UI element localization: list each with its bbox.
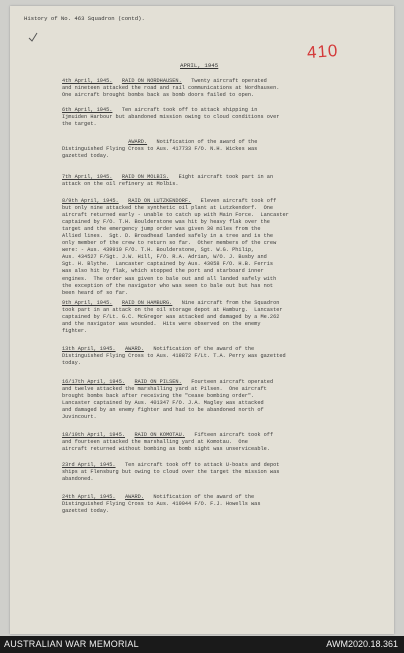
entry-text: the target. xyxy=(62,121,97,128)
tick-mark-icon xyxy=(28,32,38,42)
entry-9th-april xyxy=(62,300,392,335)
entry-date: 13th April, 1945. xyxy=(62,346,116,352)
entry-text: but only nine attacked the synthetic oil plant at Lutzkendorf. One xyxy=(62,205,274,212)
entry-date: 6th April, 1945. xyxy=(62,107,113,113)
entry-text: engines. The order was given to bale out and all landed safely with xyxy=(62,275,277,282)
entry-text: Notification of the award of the xyxy=(153,346,255,352)
entry-text: Aus. 434527 F/Sgt. J.W. Hill, F/O. R.A. Adrian, W/O. J. Busby and xyxy=(62,254,267,261)
entry-text: gazetted today. xyxy=(62,153,110,160)
entry-date: 16/17th April, 1945. xyxy=(62,379,126,385)
entry-text: Eight aircraft took part in an xyxy=(178,174,274,180)
entry-13th-april xyxy=(62,346,392,367)
page-number: 410 xyxy=(306,40,339,63)
entry-text: captained by F/Lt. G.C. McGregor was attacked and damaged by a Me.262 xyxy=(62,314,280,321)
entry-text: One aircraft brought bombs back as bomb doors failed to open. xyxy=(62,92,255,99)
entry-heading: AWARD. xyxy=(128,139,148,145)
entry-first-line xyxy=(62,300,392,307)
entry-date: 8/9th April, 1945. xyxy=(62,198,119,204)
entry-text: Fourteen aircraft operated xyxy=(191,379,274,385)
document-header: History of No. 463 Squadron (contd). xyxy=(24,15,145,22)
entry-8-9th-april xyxy=(62,198,392,297)
entry-first-line xyxy=(62,432,392,439)
entry-date: 18/19th April, 1945. xyxy=(62,432,126,438)
footer-bar xyxy=(0,636,404,653)
entry-heading: AWARD. xyxy=(125,494,144,500)
entry-text: and twelve attacked the marshalling yard at Pilsen. One aircraft xyxy=(62,386,267,393)
institution-name: AUSTRALIAN WAR MEMORIAL xyxy=(4,639,139,649)
entry-4th-april xyxy=(62,78,392,99)
entry-text: captained by F/O. T.H. Boulderstone was hit by heavy flak over the xyxy=(62,219,270,226)
entry-first-line xyxy=(62,462,392,469)
entry-date: 9th April, 1945. xyxy=(62,300,113,306)
entry-date: 23rd April, 1945. xyxy=(62,462,116,468)
entry-text: Nine aircraft from the Squadron xyxy=(181,300,280,306)
entry-7th-april xyxy=(62,174,392,188)
entry-text: Juvincourt. xyxy=(62,414,97,421)
entry-text: abandoned. xyxy=(62,476,94,483)
entry-first-line xyxy=(62,346,392,353)
entry-text: Distinguished Flying Cross to Aus. 419044 F/O. F.J. Howells was xyxy=(62,501,261,508)
entry-text: Ten aircraft took off to attack shipping in xyxy=(121,107,258,113)
month-heading: APRIL, 1945 xyxy=(180,62,219,69)
entry-16-17th-april xyxy=(62,379,392,421)
entry-text: ships at Flensburg but owing to cloud over the target the mission was xyxy=(62,469,280,476)
entry-heading: RAID ON HAMBURG. xyxy=(121,300,173,306)
entry-text: Notification of the award of the xyxy=(156,139,258,145)
entry-text: Fifteen aircraft took off xyxy=(194,432,274,438)
entry-text: took part in an attack on the oil storage depot at Hamburg. Lancaster xyxy=(62,307,283,314)
entry-text: aircraft returned early - unable to catch up with Main Force. Lancaster xyxy=(62,212,289,219)
entry-first-line xyxy=(62,379,392,386)
entry-heading: RAID ON PILSEN. xyxy=(134,379,182,385)
entry-text: today. xyxy=(62,360,81,367)
entry-text: Distinguished Flying Cross to Aus. 417733 F/O. N.H. Wickes was xyxy=(62,146,258,153)
entry-24th-april xyxy=(62,494,392,515)
entry-6th-april xyxy=(62,107,392,128)
entry-text: Ijmuiden Harbour but abandoned mission owing to cloud conditions over xyxy=(62,114,280,121)
entry-text: only member of the crew to return so far. Other members of the crew xyxy=(62,240,277,247)
entry-text: Ten aircraft took off to attack U-boats and depot xyxy=(125,462,280,468)
document-page xyxy=(10,6,394,634)
entry-date: 7th April, 1945. xyxy=(62,174,113,180)
entry-23rd-april xyxy=(62,462,392,483)
entry-first-line xyxy=(62,139,392,146)
entry-text: and the navigator was wounded. Hits were observed on the enemy xyxy=(62,321,261,328)
entry-first-line xyxy=(62,174,392,181)
entry-date: 24th April, 1945. xyxy=(62,494,116,500)
entry-text: Notification of the award of the xyxy=(153,494,255,500)
entry-award-wickes xyxy=(62,139,392,160)
entry-text: Distinguished Flying Cross to Aus. 418872 F/Lt. T.A. Perry was gazetted xyxy=(62,353,286,360)
entry-text: brought bombs back after receiving the "cease bombing order". xyxy=(62,393,255,400)
entry-text: Allied lines. Sgt. D. Broadhead landed safely in a tree and is the xyxy=(62,233,274,240)
entry-text: aircraft returned without bombing as bomb sight was unserviceable. xyxy=(62,446,270,453)
entry-heading: RAID ON LUTZKENDORF. xyxy=(128,198,192,204)
entry-heading: AWARD. xyxy=(125,346,144,352)
entry-18-19th-april xyxy=(62,432,392,453)
entry-text: Sgt. H. Blythe. Lancaster captained by Aus. 43058 F/O. H.B. Ferris xyxy=(62,261,274,268)
entry-first-line xyxy=(62,107,392,114)
entry-text: gazetted today. xyxy=(62,508,110,515)
entry-text: target and the emergency jump order was given 30 miles from the xyxy=(62,226,261,233)
entry-text: attack on the oil refinery at Molbis. xyxy=(62,181,179,188)
entry-heading: RAID ON MOLBIS. xyxy=(121,174,170,180)
entry-text: and damaged by an enemy fighter and had to be abandoned north of xyxy=(62,407,264,414)
entry-text: Lancaster captained by Aus. 401347 F/O. J.A. Magley was attacked xyxy=(62,400,264,407)
entry-text: and fourteen attacked the marshalling yard at Komotau. One xyxy=(62,439,248,446)
entry-text: fighter. xyxy=(62,328,88,335)
entry-heading: RAID ON KOMOTAU. xyxy=(134,432,185,438)
entry-text: been heard of so far. xyxy=(62,289,129,296)
entry-text: Eleven aircraft took off xyxy=(200,198,277,204)
entry-text: the exception of the navigator who was seen to bale out but has not xyxy=(62,282,274,289)
entry-heading: RAID ON NORDHAUSEN. xyxy=(121,78,182,84)
entry-first-line xyxy=(62,78,392,85)
entry-text: and nineteen attacked the road and rail communications at Nordhausen. xyxy=(62,85,280,92)
entry-text: were: - Aus. 439910 F/O. T.H. Boulderstone, Sgt. W.G. Philip, xyxy=(62,247,255,254)
catalogue-reference: AWM2020.18.361 xyxy=(326,639,398,649)
entry-first-line xyxy=(62,198,392,205)
entry-text: was also hit by flak, which stopped the port and starboard inner xyxy=(62,268,264,275)
entry-date: 4th April, 1945. xyxy=(62,78,113,84)
entry-first-line xyxy=(62,494,392,501)
entry-text: Twenty aircraft operated xyxy=(191,78,267,84)
